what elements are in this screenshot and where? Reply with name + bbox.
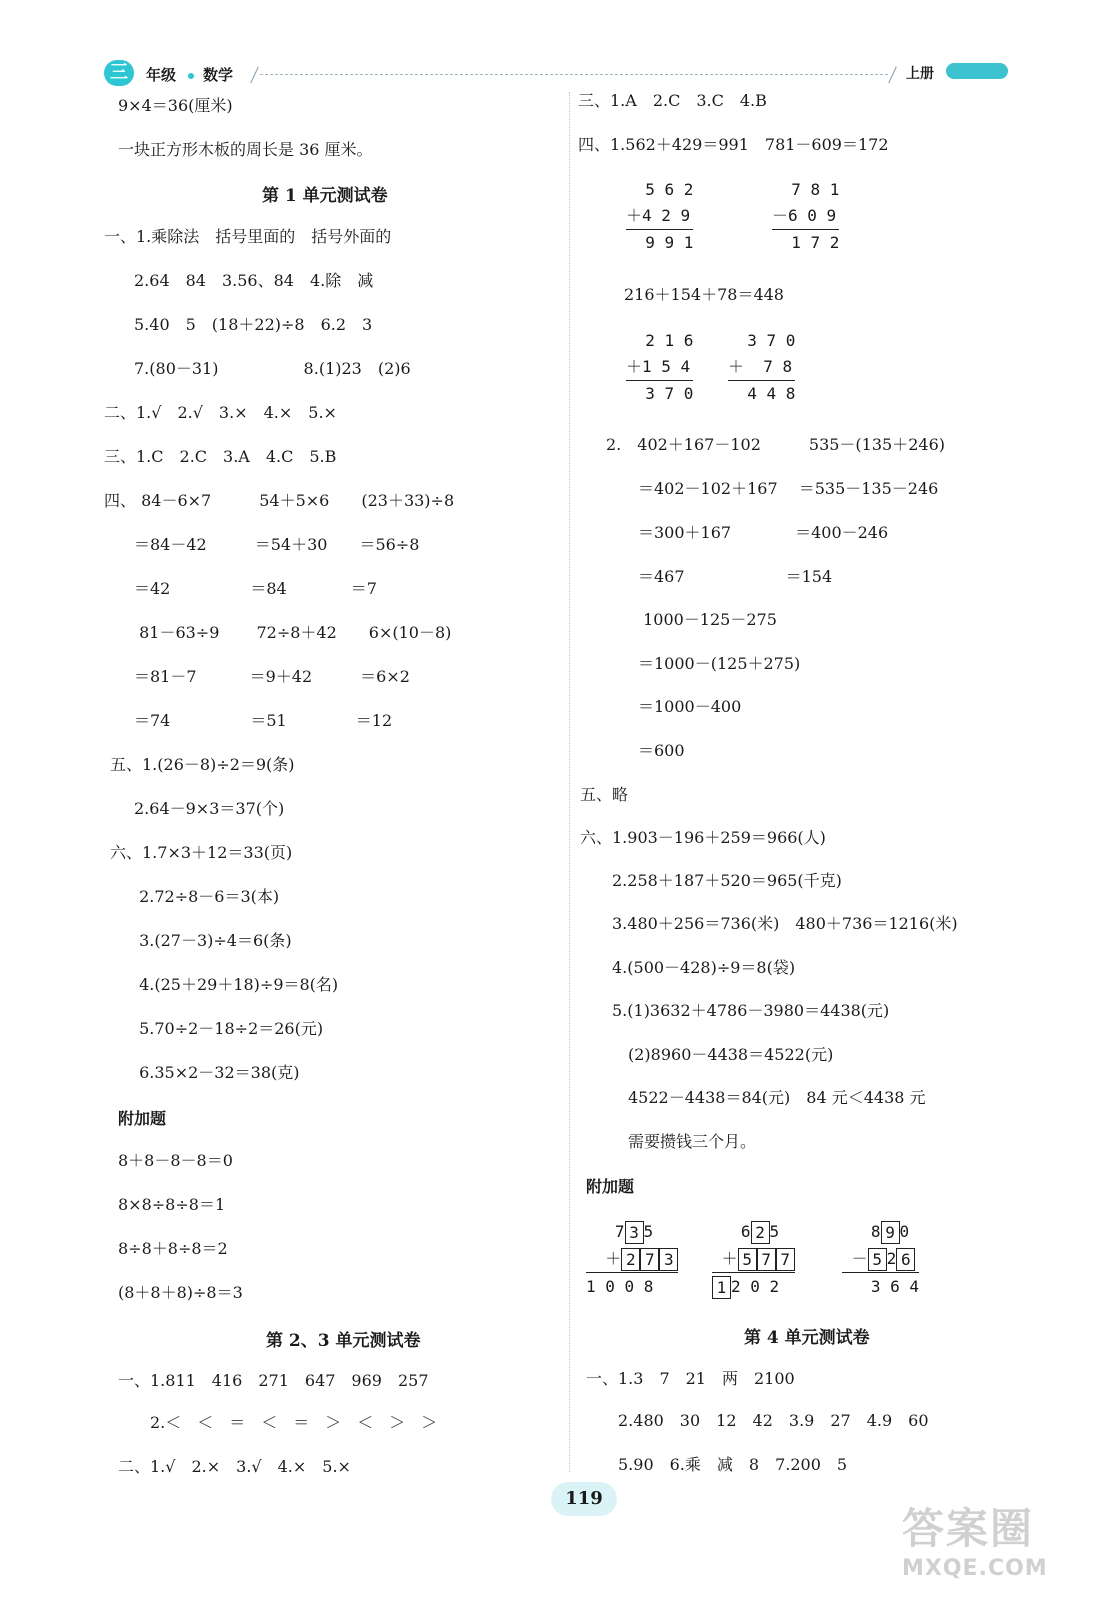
answer-line: 二、1.√ 2.× 3.√ 4.× 5.× [118,1457,351,1476]
vertical-calculation [772,177,839,256]
answer-line: 五、略 [580,785,629,804]
answer-line: 8÷8＋8÷8＝2 [118,1239,228,1258]
answer-line: 6.35×2－32＝38(克) [118,1063,300,1082]
section-title: 第 2、3 单元测试卷 [266,1331,421,1351]
answer-line: 五、1.(26－8)÷2＝9(条) [110,755,295,774]
answer-line: 六、1.7×3＋12＝33(页) [110,843,293,862]
vertical-calculation [626,328,693,407]
section-title: 第 1 单元测试卷 [262,186,388,206]
answer-line: 四、 84－6×7 54＋5×6 (23＋33)÷8 [104,491,455,510]
answer-line: ＝42 ＝84 ＝7 [118,579,377,598]
answer-line: 一块正方形木板的周长是 36 厘米。 [118,140,373,159]
calc-row: ＋ 7 8 [728,357,793,376]
answer-line: 一、1.811 416 271 647 969 257 [118,1371,429,1390]
vertical-calculation [626,177,693,256]
digit-puzzle: 7 3 5 ＋ 2 7 3 1 0 0 8 [586,1218,678,1300]
answer-line: ＝1000－400 [606,697,742,716]
calc-row: 3 7 0 [728,331,796,350]
calc-result: 1 7 2 [772,229,839,256]
answer-line: 三、1.C 2.C 3.A 4.C 5.B [104,447,337,466]
page-header [0,0,1098,90]
answer-line: ＝74 ＝51 ＝12 [118,711,393,730]
answer-line: 5.40 5 (18＋22)÷8 6.2 3 [118,315,373,334]
answer-line: 5.90 6.乘 减 8 7.200 5 [586,1455,848,1474]
answer-line: 需要攒钱三个月。 [580,1132,757,1151]
answer-line: 1000－125－275 [606,610,777,629]
digit-puzzle: 6 2 5 ＋ 5 7 7 1 2 0 2 [712,1218,795,1300]
brand-badge [946,63,1008,79]
answer-line: 六、1.903－196＋259＝966(人) [580,828,826,847]
answer-line: 一、1.3 7 21 两 2100 [586,1369,795,1388]
answer-line: 2.480 30 12 42 3.9 27 4.9 60 [586,1411,929,1430]
answer-line: ＝81－7 ＝9＋42 ＝6×2 [118,667,410,686]
answer-line: 4.(25＋29＋18)÷9＝8(名) [118,975,339,994]
calc-row: 7 8 1 [772,180,840,199]
digit-puzzle: 8 9 0 － 5 2 6 3 6 4 [842,1218,919,1300]
header-dot [188,73,194,79]
calc-result: 4 4 8 [728,380,795,407]
answer-line: 一、1.乘除法 括号里面的 括号外面的 [104,227,392,246]
watermark-logo [902,1496,1088,1596]
grade-badge: 三 [104,60,134,86]
calc-row: ＋1 5 4 [626,357,691,376]
subject-label: 数学 [203,66,234,84]
calc-result: 9 9 1 [626,229,693,256]
answer-line: 9×4＝36(厘米) [118,96,233,115]
watermark-url: MXQE.COM [902,1556,1048,1581]
header-divider [888,67,897,84]
answer-line: 3.480＋256＝736(米) 480＋736＝1216(米) [580,914,958,933]
header-divider [250,67,259,84]
answer-line: 5.70÷2－18÷2＝26(元) [118,1019,324,1038]
answer-line: 二、1.√ 2.√ 3.× 4.× 5.× [104,403,337,422]
calc-row: 2 1 6 [626,331,694,350]
vertical-calculation [728,328,795,407]
answer-line: (2)8960－4438＝4522(元) [580,1045,834,1064]
bonus-title: 附加题 [586,1177,635,1196]
answer-line: 四、1.562＋429＝991 781－609＝172 [578,135,889,154]
calc-row: ＋4 2 9 [626,206,691,225]
answer-line: ＝300＋167 ＝400－246 [606,523,889,542]
answer-line: 2.72÷8－6＝3(本) [118,887,280,906]
calc-result: 3 7 0 [626,380,693,407]
answer-line: 三、1.A 2.C 3.C 4.B [578,91,767,110]
answer-line: ＝1000－(125＋275) [606,654,801,673]
answer-line: 3.(27－3)÷4＝6(条) [118,931,292,950]
answer-line: 5.(1)3632＋4786－3980＝4438(元) [580,1001,890,1020]
answer-line: 2.＜ ＜ ＝ ＜ ＝ ＞ ＜ ＞ ＞ [118,1413,438,1432]
bonus-title: 附加题 [118,1109,167,1128]
answer-line: ＝402－102＋167 ＝535－135－246 [606,479,939,498]
answer-line: 2.258＋187＋520＝965(千克) [580,871,842,890]
answer-line: 4.(500－428)÷9＝8(袋) [580,958,796,977]
answer-line: 7.(80－31) 8.(1)23 (2)6 [118,359,411,378]
answer-line: 2.64 84 3.56、84 4.除 减 [118,271,374,290]
answer-line: 81－63÷9 72÷8＋42 6×(10－8) [118,623,452,642]
header-rule [260,74,888,75]
answer-line: ＝467 ＝154 [606,567,833,586]
answer-line: (8＋8＋8)÷8＝3 [118,1283,243,1302]
watermark-text: 答案圈 [902,1504,1035,1553]
answer-line: 2. 402＋167－102 535－(135＋246) [606,435,945,454]
column-divider [569,92,570,1472]
grade-word: 年级 [146,66,177,84]
calc-row: 5 6 2 [626,180,694,199]
answer-line: 2.64－9×3＝37(个) [118,799,285,818]
answer-line: 8＋8－8－8＝0 [118,1151,233,1170]
answer-line: 8×8÷8÷8＝1 [118,1195,226,1214]
answer-line: ＝84－42 ＝54＋30 ＝56÷8 [118,535,420,554]
answer-line: ＝600 [606,741,685,760]
answer-line: 216＋154＋78＝448 [624,285,784,304]
page-number: 119 [551,1482,617,1516]
calc-row: －6 0 9 [772,206,837,225]
section-title: 第 4 单元测试卷 [744,1328,870,1348]
volume-label: 上册 [906,66,934,82]
answer-line: 4522－4438＝84(元) 84 元＜4438 元 [580,1088,926,1107]
